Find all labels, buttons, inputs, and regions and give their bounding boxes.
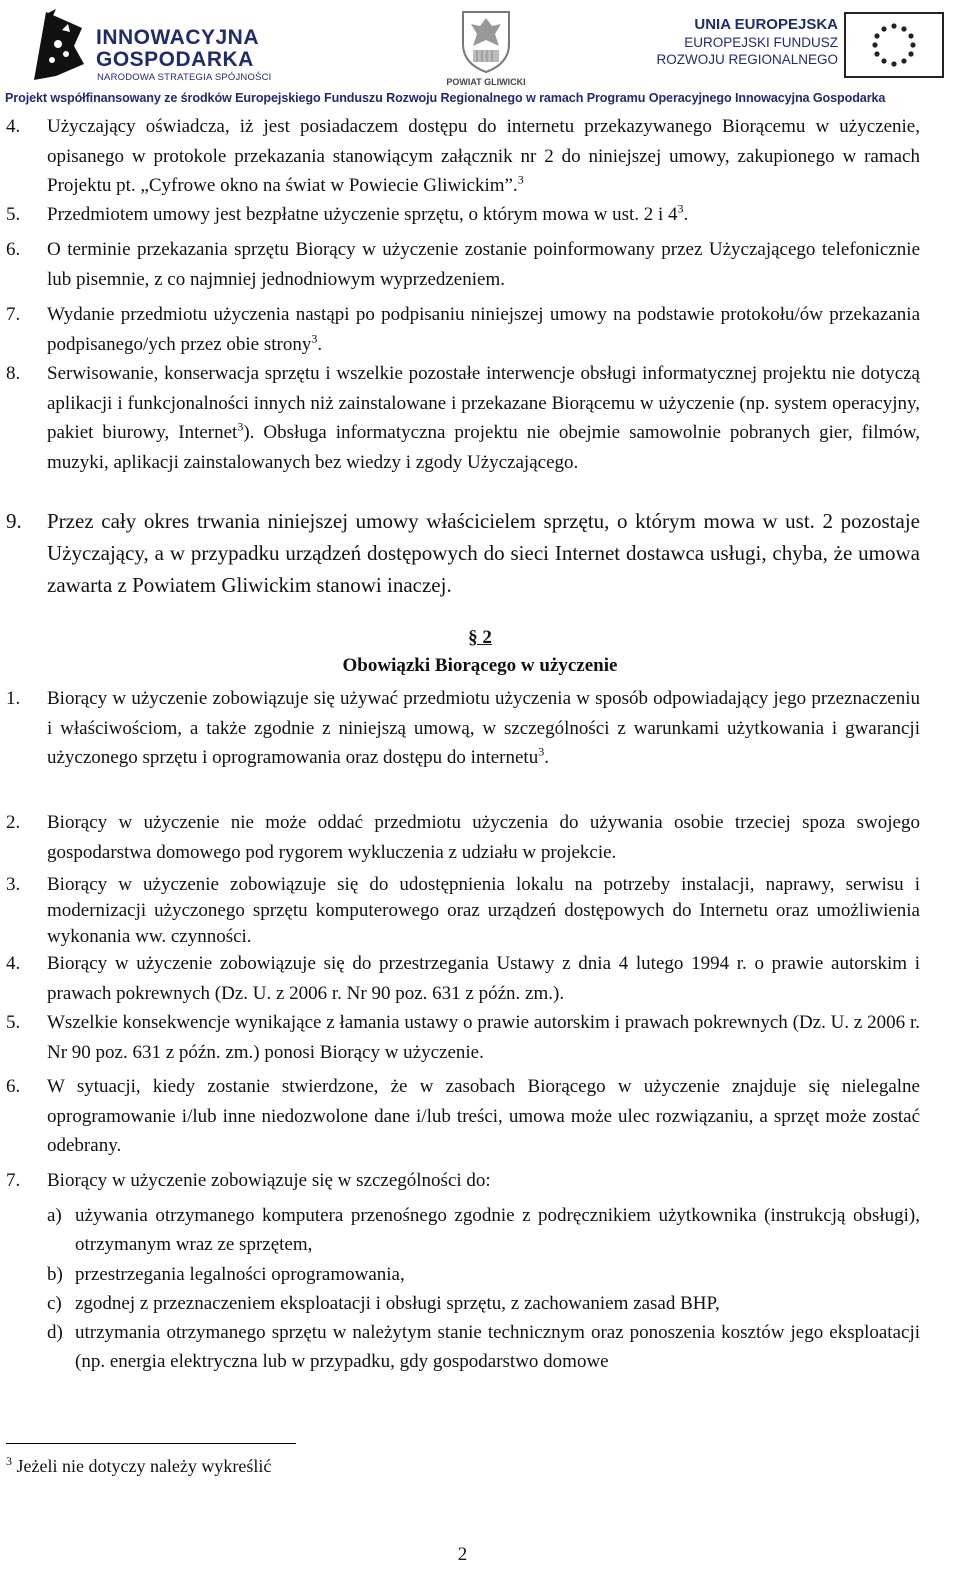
footnote-mark: 3 — [6, 1454, 12, 1468]
subitem-text: używania otrzymanego komputera przenośnego zgodnie z podręcznikiem użytkownika (instrukcją obsługi), otrzymanym wraz ze sprzętem, — [75, 1205, 920, 1255]
item-number: 6. — [6, 1076, 21, 1097]
page-number: 2 — [457, 1544, 468, 1565]
subitem-letter: d) — [47, 1322, 63, 1343]
logo-left-line2: GOSPODARKA — [96, 48, 254, 71]
item-number: 5. — [6, 204, 21, 225]
logo-left-line3: NARODOWA STRATEGIA SPÓJNOŚCI — [97, 72, 272, 83]
item-text: O terminie przekazania sprzętu Biorący w użyczenie zostanie poinformowany przez Użyczającego telefonicznie lub pisemnie, z co najmniej jednodniowym wyprzedzeniem. — [47, 239, 920, 290]
item-text: Biorący w użyczenie zobowiązuje się do udostępnienia lokalu na potrzeby instalacji, naprawy, serwisu i modernizacji użyczonego sprzętu komputerowego oraz urządzeń dostępowych do Internetu oraz umożliwienia wykonania ww. czynności. — [47, 874, 920, 947]
item-text: Wszelkie konsekwencje wynikające z łamania ustawy o prawie autorskim i prawach pokrewnych (Dz. U. z 2006 r. Nr 90 poz. 631 z późn. zm.) ponosi Biorący w użyczenie. — [47, 1012, 920, 1063]
eu-line3: ROZWOJU REGIONALNEGO — [656, 52, 838, 67]
item-number: 9. — [6, 509, 22, 533]
item-text: Biorący w użyczenie zobowiązuje się używać przedmiotu użyczenia w sposób odpowiadający jego przeznaczeniu i właściwościom, a także zgodnie z niniejszą umową, w szczególności z warunkami użytkowania i gwarancji użyczonego sprzętu i oprogramowania oraz dostępu do internetu$^3$. — [47, 688, 920, 768]
powiat-caption: POWIAT GLIWICKI — [446, 77, 526, 87]
footnote — [6, 1456, 271, 1477]
item-text: Przedmiotem umowy jest bezpłatne użyczenie sprzętu, o którym mowa w ust. 2 i $4^3$. — [47, 201, 689, 225]
subitem-text: przestrzegania legalności oprogramowania, — [75, 1264, 405, 1285]
section-symbol: § 2 — [468, 627, 492, 648]
item-number: 7. — [6, 304, 21, 325]
flag-figure-icon — [26, 6, 88, 86]
powiat-gliwicki-logo — [441, 8, 531, 88]
item-number: 3. — [6, 874, 21, 895]
item-number: 6. — [6, 239, 21, 260]
section-title: Obowiązki Biorącego w użyczenie — [342, 655, 618, 676]
item-text: Biorący w użyczenie zobowiązuje się w szczególności do: — [47, 1170, 491, 1191]
footnote-text: Jeżeli nie dotyczy należy wykreślić — [16, 1456, 272, 1476]
item-number: 8. — [6, 363, 21, 384]
subitem-text: zgodnej z przeznaczeniem eksploatacji i obsługi sprzętu, z zachowaniem zasad BHP, — [75, 1293, 720, 1314]
eu-flag-icon — [844, 12, 944, 78]
subitem-letter: b) — [47, 1264, 63, 1285]
item-text: Przez cały okres trwania niniejszej umowy właścicielem sprzętu, o którym mowa w ust. 2 pozostaje Użyczający, a w przypadku urządzeń dostępowych do sieci Internet dostawca usługi, chyba, że umowa zawarta z Powiatem Gliwickim stanowi inaczej. — [47, 509, 920, 597]
subitem-letter: c) — [47, 1293, 62, 1314]
item-number: 5. — [6, 1012, 21, 1033]
item-number: 4. — [6, 116, 21, 137]
subitem-letter: a) — [47, 1205, 62, 1226]
eu-line2: EUROPEJSKI FUNDUSZ — [684, 35, 838, 50]
item-number: 1. — [6, 688, 21, 709]
subitem-text: utrzymania otrzymanego sprzętu w należytym stanie technicznym oraz ponoszenia kosztów jego eksploatacji (np. energia elektryczna lub w przypadku, gdy gospodarstwo domowe — [75, 1322, 920, 1372]
page-header — [0, 0, 960, 112]
item-text: Wydanie przedmiotu użyczenia nastąpi po podpisaniu niniejszej umowy na podstawie protokołu/ów przekazania podpisanego/ych przez obie strony$^3$. — [47, 304, 920, 355]
item-number: 2. — [6, 812, 21, 833]
item-text: Użyczający oświadcza, iż jest posiadaczem dostępu do internetu przekazywanego Biorącemu w użyczenie, opisanego w protokole przekazania stanowiącym załącznik nr 2 do niniejszej umowy, zakupionego w ramach Projektu pt. „Cyfrowe okno na świat w Powiecie Gliwickim”.$^3$ — [47, 116, 920, 196]
project-cofinancing-line: Projekt współfinansowany ze środków Europejskiego Funduszu Rozwoju Regionalnego w ramach Programu Operacyjnego Innowacyjna Gospodarka — [5, 91, 886, 105]
item-number: 7. — [6, 1170, 21, 1191]
footnote-divider — [6, 1443, 296, 1444]
item-text: Serwisowanie, konserwacja sprzętu i wszelkie pozostałe interwencje obsługi informatycznej projektu nie dotyczą aplikacji i funkcjonalności innych niż zainstalowane i przekazane Biorącemu w użyczenie (np. system operacyjny, pakiet biurowy, Internet$^3$). Obsługa informatyczna projektu nie obejmie samowolnie pobranych gier, filmów, muzyki, aplikacji zainstalowanych bez wiedzy i zgody Użyczającego. — [47, 363, 920, 473]
coat-of-arms-icon — [459, 8, 513, 74]
item-number: 4. — [6, 953, 21, 974]
eu-line1: UNIA EUROPEJSKA — [694, 16, 838, 33]
eu-logo — [656, 12, 950, 82]
item-text: Biorący w użyczenie zobowiązuje się do przestrzegania Ustawy z dnia 4 lutego 1994 r. o prawie autorskim i prawach pokrewnych (Dz. U. z 2006 r. Nr 90 poz. 631 z późn. zm.). — [47, 953, 920, 1004]
item-text: W sytuacji, kiedy zostanie stwierdzone, że w zasobach Biorącego w użyczenie znajduje się nielegalne oprogramowanie i/lub inne niedozwolone dane i/lub treści, umowa może ulec rozwiązaniu, a sprzęt może zostać odebrany. — [47, 1076, 920, 1156]
logo-left-line1: INNOWACYJNA — [96, 26, 260, 49]
item-text: Biorący w użyczenie nie może oddać przedmiotu użyczenia do używania osobie trzeciej spoza swojego gospodarstwa domowego pod rygorem wykluczenia z udziału w projekcie. — [47, 812, 920, 863]
innowacyjna-gospodarka-logo — [26, 6, 296, 86]
